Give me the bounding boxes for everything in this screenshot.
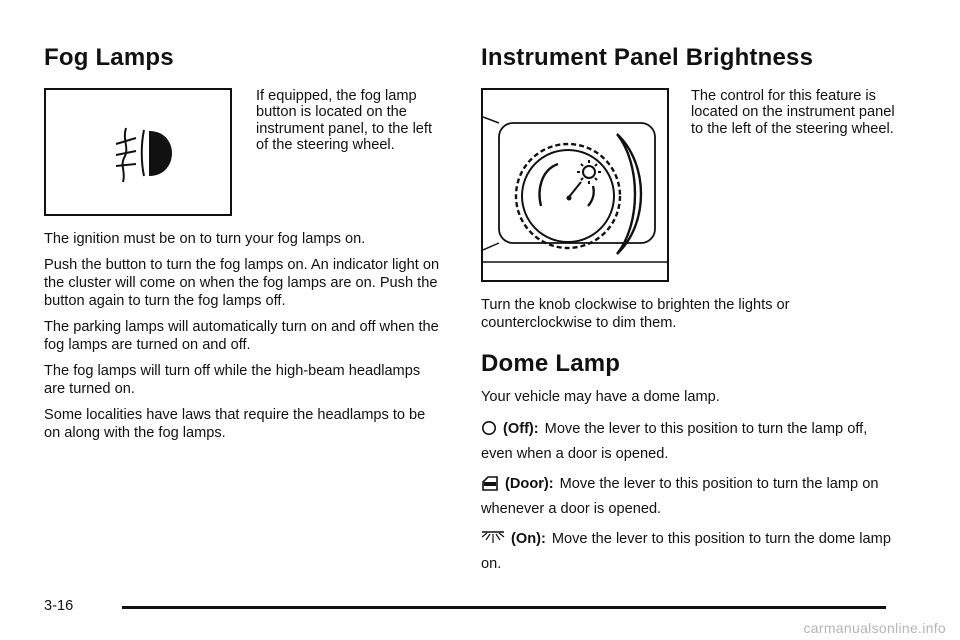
fog-lamp-figure-row [44,88,440,216]
door-icon [481,475,499,498]
fog-paragraph: The parking lamps will automatically turn on and off when the fog lamps are turned on and off. [44,319,439,353]
fog-lamp-icon [46,90,230,214]
dome-option-door [481,473,901,520]
right-column [481,40,901,583]
dome-option-text: Move the lever to this position to turn the dome lamp on. [481,531,891,572]
off-circle-icon [481,420,497,443]
fog-paragraph: Push the button to turn the fog lamps on. An indicator light on the cluster will come on when the fog lamps are on. Push the button again to turn the fog lamps off. [44,257,440,309]
dome-option-label: (On): [511,531,546,547]
dome-option-label: (Off): [503,421,539,437]
fog-lamps-body [44,230,440,442]
brightness-figure-caption: The control for this feature is located on the instrument panel to the left of the steering wheel. [691,88,895,137]
fog-lamp-figure-caption: If equipped, the fog lamp button is located on the instrument panel, to the left of the steering wheel. [256,88,433,154]
brightness-knob-illustration [481,88,669,282]
page-number: 3-16 [44,598,74,614]
dome-lamp-heading: Dome Lamp [481,350,621,377]
brightness-figure-row [481,88,901,282]
dome-lamp-on-icon [481,530,505,553]
dome-lamp-intro: Your vehicle may have a dome lamp. [481,389,720,405]
page-footer [44,596,888,620]
watermark: carmanualsonline.info [803,620,946,636]
brightness-body [481,296,901,332]
dimmer-knob-icon [483,90,667,280]
brightness-paragraph: Turn the knob clockwise to brighten the lights or counterclockwise to dim them. [481,297,790,331]
fog-paragraph: The ignition must be on to turn your fog lamps on. [44,231,366,247]
dome-option-text: Move the lever to this position to turn the lamp on whenever a door is opened. [481,476,879,517]
footer-rule [122,606,886,609]
fog-lamp-button-illustration [44,88,232,216]
fog-paragraph: Some localities have laws that require the headlamps to be on along with the fog lamps. [44,407,426,441]
dome-option-label: (Door): [505,476,554,492]
instrument-panel-brightness-heading: Instrument Panel Brightness [481,44,814,71]
dome-option-on [481,528,901,575]
dome-option-off [481,418,901,465]
fog-lamps-heading: Fog Lamps [44,44,174,71]
left-column [44,40,440,450]
dome-option-text: Move the lever to this position to turn the lamp off, even when a door is opened. [481,421,868,462]
fog-paragraph: The fog lamps will turn off while the high-beam headlamps are turned on. [44,363,421,397]
